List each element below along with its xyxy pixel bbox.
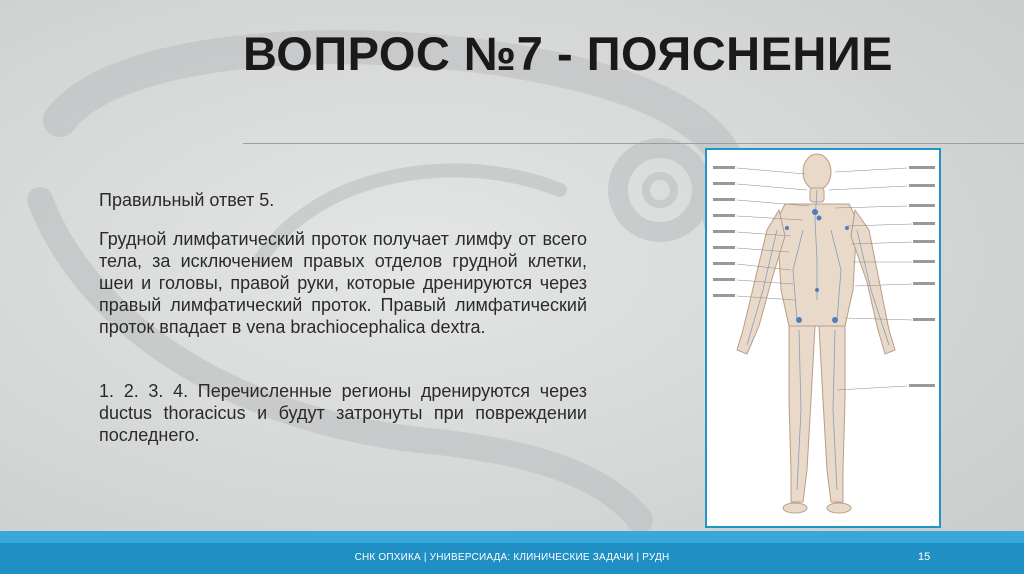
lymphatic-system-figure [705,148,941,528]
slide-title: ВОПРОС №7 - ПОЯСНЕНИЕ [243,27,894,80]
answer-text: Правильный ответ 5. [99,190,275,210]
title-divider [243,143,1024,144]
page-number: 15 [918,551,931,563]
explanation-text: Грудной лимфатический проток получает лимфу от всего тела, за исключением правых отделов грудной клетки, шеи и головы, правой руки, которые дренируются через правый лимфатический проток. Правый лимфатический проток впадает в vena brachiocephalica dextra. [99,229,587,337]
regions-text: 1. 2. 3. 4. Перечисленные регионы дренируются через ductus thoracicus и будут затронуты при повреждении последнего. [99,381,587,445]
footer-text: СНК ОПХИКА | УНИВЕРСИАДА: КЛИНИЧЕСКИЕ ЗАДАЧИ | РУДН [354,552,670,563]
footer-accent-band [0,531,1024,543]
anatomy-illustration [707,150,939,526]
